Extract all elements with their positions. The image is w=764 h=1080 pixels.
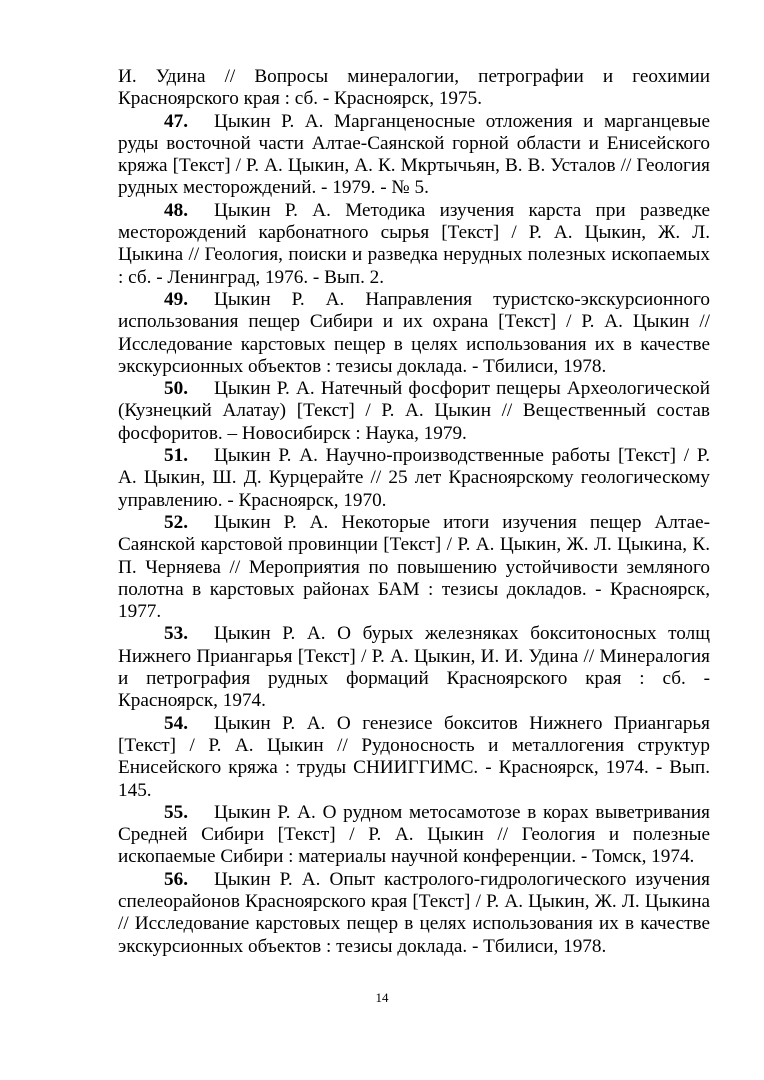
entry-number: 53. [164, 623, 188, 645]
entry-text: Цыкин Р. А. О рудном метосамотозе в корах выветривания Средней Сибири [Текст] / Р. А. Цыкин // Геология и полезные ископаемые Сибири : материалы научной конференции. - Томск, 1974. [118, 801, 710, 868]
entry-number: 54. [164, 712, 188, 734]
bibliography-entry-49 [118, 289, 710, 378]
bibliography-entry-continued: И. Удина // Вопросы минералогии, петрографии и геохимии Красноярского края : сб. - Красноярск, 1975. [118, 66, 710, 110]
bibliography-entry-55 [118, 802, 710, 869]
entry-number: 52. [164, 511, 188, 533]
entry-number: 50. [164, 378, 188, 400]
entry-text: Цыкин Р. А. Марганценосные отложения и марганцевые руды восточной части Алтае-Саянской горной области и Енисейского кряжа [Текст] / Р. А. Цыкин, А. К. Мкртычьян, В. В. Усталов // Геология рудных месторождений. - 1979. - № 5. [118, 110, 710, 199]
entry-text: Цыкин Р. А. О бурых железняках бокситоносных толщ Нижнего Приангарья [Текст] / Р. А. Цыкин, И. И. Удина // Минералогия и петрография рудных формаций Красноярского края : сб. - Красноярск, 1974. [118, 623, 710, 712]
entry-number: 47. [164, 110, 188, 132]
entry-number: 51. [164, 445, 188, 467]
bibliography-entry-54 [118, 713, 710, 802]
entry-number: 48. [164, 199, 188, 221]
bibliography-entry-51 [118, 445, 710, 512]
bibliography-entry-56 [118, 869, 710, 958]
entry-text: Цыкин Р. А. Некоторые итоги изучения пещер Алтае-Саянской карстовой провинции [Текст] / Р. А. Цыкин, Ж. Л. Цыкина, К. П. Черняева // Мероприятия по повышению устойчивости земляного полотна в карстовых районах БАМ : тезисы докладов. - Красноярск, 1977. [118, 511, 710, 623]
entry-text: Цыкин Р. А. Методика изучения карста при разведке месторождений карбонатного сырья [Текст] / Р. А. Цыкин, Ж. Л. Цыкина // Геология, поиски и разведка нерудных полезных ископаемых : сб. - Ленинград, 1976. - Вып. 2. [118, 199, 710, 288]
bibliography-entry-48 [118, 200, 710, 289]
entry-number: 56. [164, 868, 188, 890]
page-number: 14 [375, 990, 389, 1005]
bibliography-entry-47 [118, 111, 710, 200]
entry-text: Цыкин Р. А. Опыт кастролого-гидрологического изучения спелеорайонов Красноярского края [Текст] / Р. А. Цыкин, Ж. Л. Цыкина // Исследование карстовых пещер в целях использования их в качестве экскурсионных объектов : тезисы доклада. - Тбилиси, 1978. [118, 868, 710, 957]
bibliography-entry-52 [118, 512, 710, 623]
entry-text: Цыкин Р. А. Направления туристско-экскурсионного использования пещер Сибири и их охрана [Текст] / Р. А. Цыкин // Исследование карстовых пещер в целях использования их в качестве экскурсионных объектов : тезисы доклада. - Тбилиси, 1978. [118, 288, 710, 377]
entry-number: 49. [164, 288, 188, 310]
entry-text: Цыкин Р. А. О генезисе бокситов Нижнего Приангарья [Текст] / Р. А. Цыкин // Рудоносность и металлогения структур Енисейского кряжа : труды СНИИГГИМС. - Красноярск, 1974. - Вып. 145. [118, 712, 710, 801]
bibliography-page [118, 66, 710, 958]
bibliography-entry-53 [118, 623, 710, 712]
entry-number: 55. [164, 801, 188, 823]
entry-text: Цыкин Р. А. Научно-производственные работы [Текст] / Р. А. Цыкин, Ш. Д. Курцерайте // 25 лет Красноярскому геологическому управлению. - Красноярск, 1970. [118, 445, 710, 511]
bibliography-entry-50 [118, 378, 710, 445]
entry-text: Цыкин Р. А. Натечный фосфорит пещеры Археологической (Кузнецкий Алатау) [Текст] / Р. А. Цыкин // Вещественный состав фосфоритов. – Новосибирск : Наука, 1979. [118, 378, 710, 444]
